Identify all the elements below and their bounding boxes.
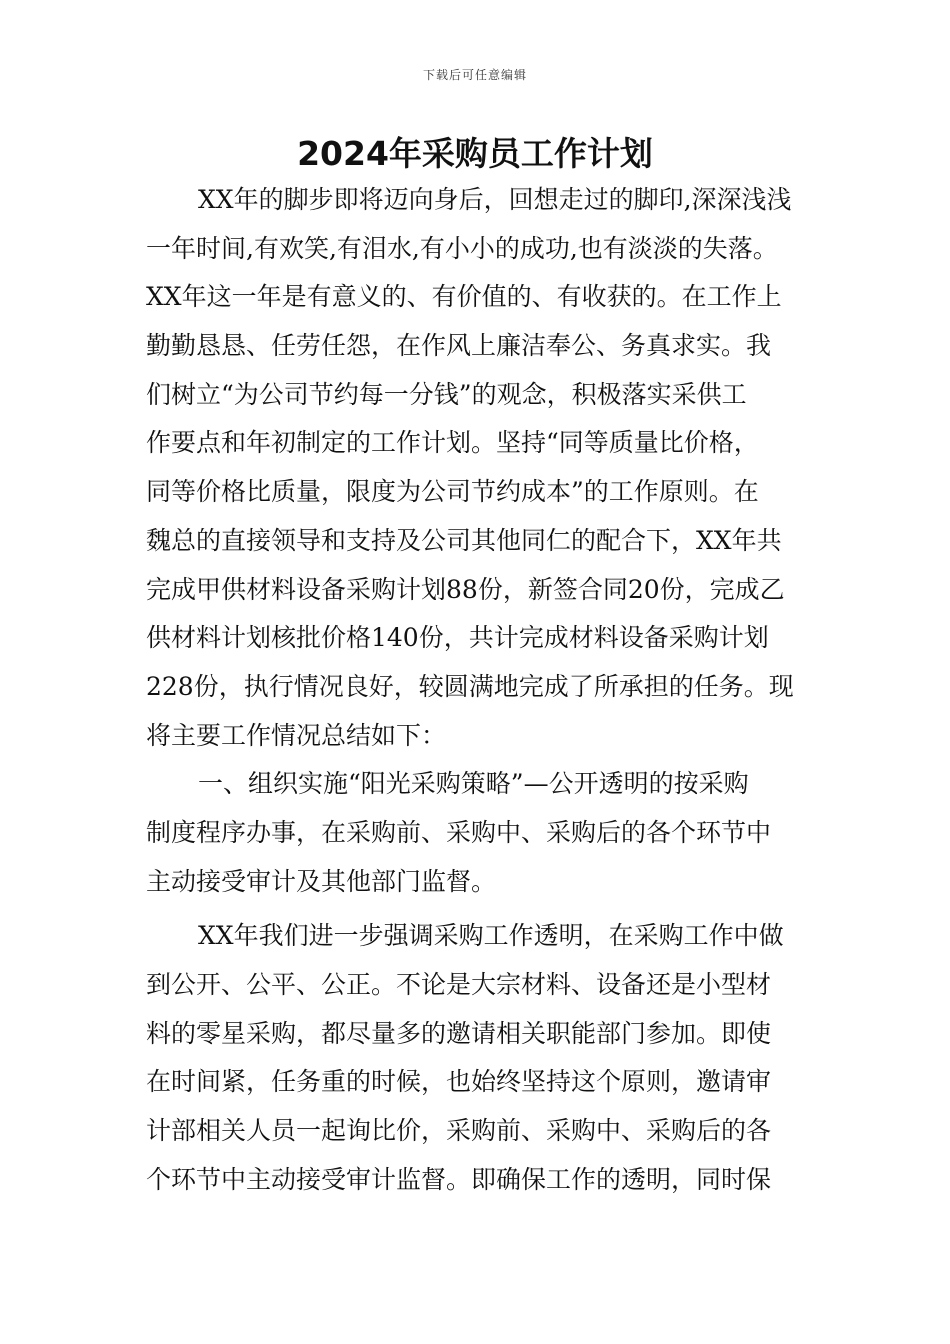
text-line: 料的零星采购，都尽量多的邀请相关职能部门参加。即使: [146, 1018, 772, 1048]
text-line: 们树立“为公司节约每一分钱”的观念，积极落实采供工: [146, 379, 747, 409]
text-line: 魏总的直接领导和支持及公司其他同仁的配合下，XX年共: [146, 525, 782, 555]
header-note: 下载后可任意编辑: [422, 68, 527, 82]
text-line: 到公开、公平、公正。不论是大宗材料、设备还是小型材: [146, 970, 772, 999]
text-line: 计部相关人员一起询比价，采购前、采购中、采购后的各: [146, 1116, 772, 1146]
paragraph-2: [146, 760, 826, 906]
text-line: 作要点和年初制定的工作计划。坚持“同等质量比价格，: [146, 428, 759, 458]
text-line: 同等价格比质量，限度为公司节约成本”的工作原则。在: [146, 477, 759, 507]
text-line: XX年的脚步即将迈向身后，回想走过的脚印,深深浅浅: [198, 185, 792, 214]
text-line: 在时间紧，任务重的时候，也始终坚持这个原则，邀请审: [146, 1067, 772, 1097]
text-line: XX年这一年是有意义的、有价值的、有收获的。在工作上: [146, 282, 782, 312]
text-line: 供材料计划核批价格140份，共计完成材料设备采购计划: [146, 623, 769, 653]
text-line: 勤勤恳恳、任劳任怨，在作风上廉洁奉公、务真求实。我: [146, 331, 772, 361]
document-title: 2024年采购员工作计划: [297, 134, 653, 173]
text-line: 完成甲供材料设备采购计划88份，新签合同20份，完成乙: [146, 574, 785, 604]
document-body: [146, 176, 826, 1204]
paragraph-3: [146, 912, 826, 1204]
text-line: 将主要工作情况总结如下：: [146, 720, 447, 750]
text-line: 制度程序办事，在采购前、采购中、采购后的各个环节中: [146, 817, 772, 847]
text-line: 主动接受审计及其他部门监督。: [146, 866, 497, 896]
text-line: XX年我们进一步强调采购工作透明，在采购工作中做: [198, 921, 784, 951]
text-line: 一年时间,有欢笑,有泪水,有小小的成功,也有淡淡的失落。: [146, 233, 778, 263]
text-line: 一、组织实施“阳光采购策略”—公开透明的按采购: [198, 769, 749, 799]
text-line: 个环节中主动接受审计监督。即确保工作的透明，同时保: [146, 1164, 772, 1194]
text-line: 228份，执行情况良好，较圆满地完成了所承担的任务。现: [146, 671, 794, 701]
paragraph-1: [146, 176, 826, 760]
